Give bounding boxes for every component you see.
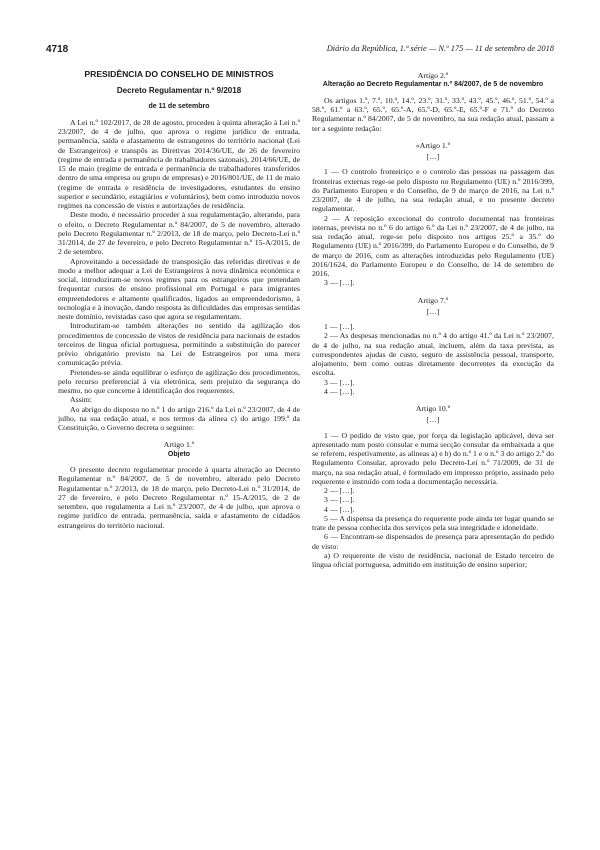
numbered-paragraph: 1 — O controlo fronteiriço e o controlo das pessoas na passagem das fronteiras externas rege-se pelo disposto no Regulamento (UE) n.º 2016/399, do Parlamento Europeu e do Conselho, de 9 de março de 2016, na Lei n.º 23/2007, de 4 de julho, na sua redação atual, e no presente decreto regulamentar. <box>312 167 554 214</box>
preamble-paragraph: Aproveitando a necessidade de transposição das referidas diretivas e de modo a melhor adequar a Lei de Estrangeiros à nova dinâmica económica e social, introduziram-se novos regimes para os estrangeiros que pretendam frequentar cursos de ensino profissional em Portugal e para imigrantes empreendedores e altamente qualificados, ligados ao empreendedorismo, à tecnologia e à inovação, dando resposta às dificuldades das empresas sentidas neste domínio, revistadas caso que agora se regulamentam. <box>58 256 300 321</box>
article-7-heading: Artigo 7.º <box>417 295 449 305</box>
numbered-paragraph: 4 — […]. <box>324 386 355 396</box>
numbered-paragraph: 1 — O pedido de visto que, por força da legislação aplicável, deva ser apresentado num posto consular e numa secção consular da embaixada a que se referem, respetivamente, as alíneas a) e b) do n.º 1 e o n.º 3 do artigo 2.º do Regulamento Consular, aprovado pelo Decreto-Lei n.º 71/2009, de 31 de março, na sua redação atual, é formulado em impresso próprio, assinado pelo requerente e instruído com toda a documentação necessária. <box>312 430 554 486</box>
numbered-paragraph: 3 — […]. <box>324 495 355 505</box>
preamble-paragraph: Assim: <box>70 395 92 405</box>
omission-bracket: […] <box>426 152 440 161</box>
omission-bracket: […] <box>426 306 440 316</box>
article-2-heading: Artigo 2.º <box>417 71 449 80</box>
preamble-paragraph: Introduziram-se também alterações no sentido da agilização dos procedimentos de concessão de vistos de residência para nacionais de estados terceiros de língua oficial portuguesa, permitindo a substituição do parecer prévio obrigatório previsto na Lei de Estrangeiros por uma mera comunicação prévia. <box>58 321 300 368</box>
numbered-paragraph: 4 — […]. <box>324 504 355 514</box>
decree-title: Decreto Regulamentar n.º 9/2018 <box>116 86 242 96</box>
numbered-paragraph: 2 — As despesas mencionadas no n.º 4 do artigo 41.º da Lei n.º 23/2007, de 4 de julho, na sua redação atual, incluem, além da taxa prevista, as correspondentes ajudas de custo, seguro de assistência pessoal, transporte, alojamento, bem como outras diretamente decorrentes da execução da escolta. <box>312 331 554 378</box>
left-column <box>58 70 300 530</box>
article-1-text: O presente decreto regulamentar procede à quarta alteração ao Decreto Regulamentar n.º 84/2007, de 5 de novembro, alterado pelo Decreto Regulamentar n.º 2/2013, de 18 de março, pelo Decreto-Lei n.º 31/2014, de 27 de fevereiro, e pelo Decreto Regulamentar n.º 15-A/2015, de 2 de setembro, que regulamenta a Lei n.º 23/2007, de 4 de julho, que aprova o regime jurídico de entrada, permanência, saída e afastamento de cidadãos estrangeiros do território nacional. <box>58 465 300 530</box>
numbered-paragraph: 1 — […]. <box>324 322 355 331</box>
decree-date: de 11 de setembro <box>148 102 210 110</box>
numbered-paragraph: 3 — […]. <box>324 278 355 288</box>
lettered-paragraph: a) O requerente de visto de residência, nacional de Estado terceiro de língua oficial portuguesa, admitido em instituição de ensino superior; <box>312 550 554 569</box>
journal-title: Diário da República, 1.ª série — N.º 175 — 11 de setembro de 2018 <box>326 44 554 53</box>
numbered-paragraph: 5 — A dispensa da presença do requerente pode ainda ter lugar quando se trate de pessoa conhecida dos serviços pela sua integridade e idoneidade. <box>312 513 554 532</box>
article-10-heading: Artigo 10.º <box>415 404 451 413</box>
article-2-subject: Alteração ao Decreto Regulamentar n.º 84/2007, de 5 de novembro <box>322 81 544 89</box>
page-number: 4718 <box>46 44 69 55</box>
quoted-article-1-heading: «Artigo 1.º <box>415 140 451 150</box>
preamble-paragraph: Ao abrigo do disposto no n.º 1 do artigo 216.º da Lei n.º 23/2007, de 4 de julho, na sua redação atual, e nos termos da alínea c) do artigo 199.º da Constituição, o Governo decreta o seguinte: <box>58 404 300 432</box>
article-1-subject: Objeto <box>167 450 191 458</box>
right-column <box>312 70 554 569</box>
numbered-paragraph: 2 — A reposição excecional do controlo documental nas fronteiras internas, prevista no n.º 6 do artigo 6.º da Lei n.º 23/2007, de 4 de julho, na sua redação atual, rege-se pelo disposto nos artigos 25.º a 35.º do Regulamento (UE) n.º 2016/399, do Parlamento Europeu e do Conselho, de 9 de março de 2016, com as alterações introduzidas pelo Regulamento (UE) 2016/1624, do Parlamento Europeu e do Conselho, de 14 de setembro de 2016. <box>312 213 554 278</box>
page-header <box>46 44 554 58</box>
preamble-paragraph: Deste modo, é necessário proceder à sua regulamentação, alterando, para o efeito, o Decreto Regulamentar n.º 84/2007, de 5 de novembro, alterado pelo Decreto Regulamentar n.º 2/2013, de 18 de março, pelo Decreto-Lei n.º 31/2014, de 27 de fevereiro, e pelo Decreto Regulamentar n.º 15-A/2015, de 2 de setembro. <box>58 210 300 257</box>
numbered-paragraph: 2 — […]. <box>324 486 355 495</box>
preamble-paragraph: Pretendeu-se ainda equilibrar o esforço de agilização dos procedimentos, pelo recurso preferencial à via eletrónica, sem prejuízo da segurança do mesmo, no que concerne à identificação dos requerentes. <box>58 367 300 395</box>
omission-bracket: […] <box>426 415 440 425</box>
article-1-heading: Artigo 1.º <box>163 440 195 450</box>
numbered-paragraph: 6 — Encontram-se dispensados de presença para apresentação do pedido de visto: <box>312 532 554 551</box>
ministry-heading: PRESIDÊNCIA DO CONSELHO DE MINISTROS <box>84 69 274 79</box>
article-2-intro: Os artigos 1.º, 7.º, 10.º, 14.º, 23.º, 31.º, 33.º, 43.º, 45.º, 46.º, 51.º, 54.º a 58.º, 61.º a 63.º, 65.º, 65.º-A, 65.º-D, 65.º-E, 65.º-F e 71.º do Decreto Regulamentar n.º 84/2007, de 5 de novembro, na sua redação atual, passam a ter a seguinte redação: <box>312 95 554 133</box>
preamble-paragraph: A Lei n.º 102/2017, de 28 de agosto, procedeu à quinta alteração à Lei n.º 23/2007, de 4 de julho, que aprova o regime jurídico de entrada, permanência, saída e afastamento de estrangeiros do território nacional (Lei de Estrangeiros) e transpôs as Diretivas 2014/36/UE, de 26 de fevereiro (regime de entrada e permanência de trabalhadores sazonais), 2014/66/UE, de 15 de maio (regime de entrada e permanência de trabalhadores transferidos dentro de uma empresa ou grupo de empresas) e 2016/801/UE, de 11 de maio (regime de entrada e residência de investigadores, estudantes do ensino superior e secundário, estagiários e voluntários), bem como introduziu novos regimes na concessão de vistos e autorizações de residência. <box>58 117 300 210</box>
numbered-paragraph: 3 — […]. <box>324 377 355 387</box>
